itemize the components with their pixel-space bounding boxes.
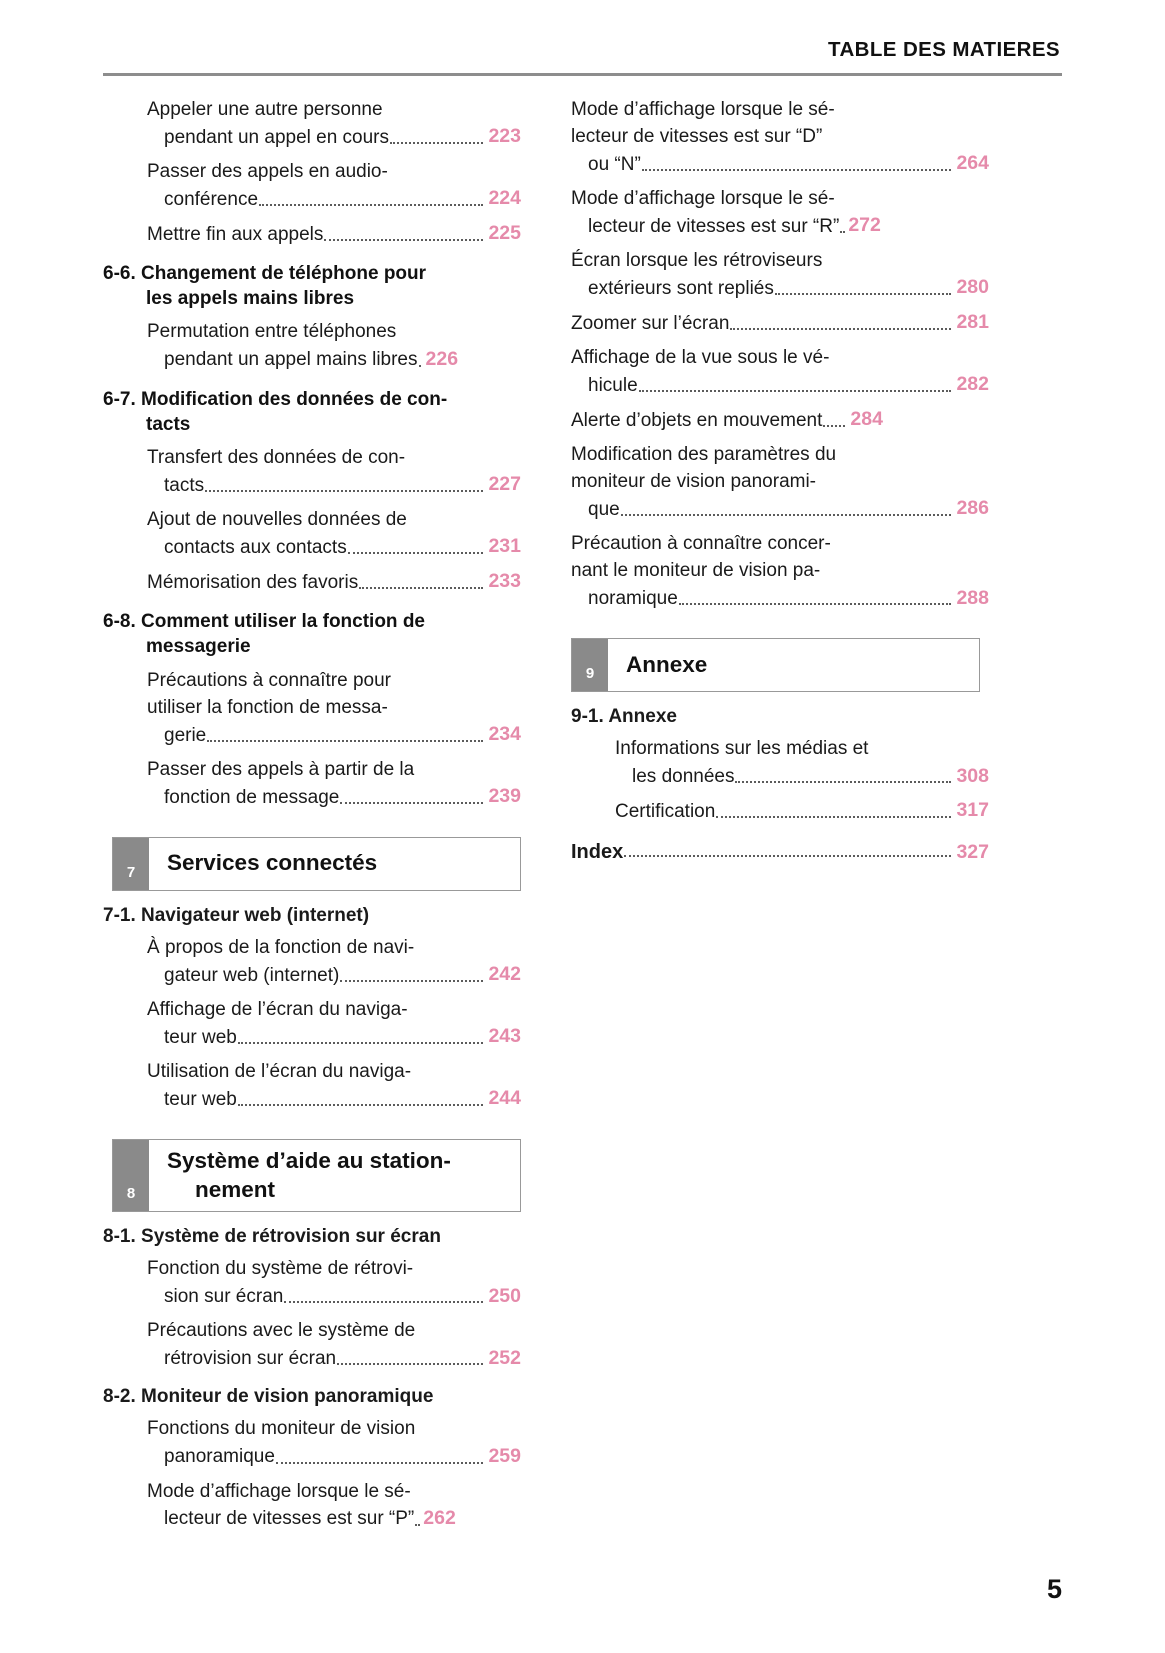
entry-line: Permutation entre téléphones: [147, 321, 397, 343]
entry-page[interactable]: 244: [488, 1086, 521, 1109]
entry-line: Certification: [615, 801, 716, 823]
entry-line: Passer des appels à partir de la: [147, 758, 415, 780]
entry-line: Utilisation de l’écran du naviga-: [147, 1060, 412, 1082]
entry-page[interactable]: 227: [488, 473, 521, 496]
section-title-line: Système d’aide au station-: [167, 1147, 451, 1173]
toc-entry[interactable]: [103, 220, 521, 248]
entry-line: gateur web (internet): [164, 964, 340, 986]
entry-line: Ajout de nouvelles données de: [147, 509, 407, 531]
entry-line: Mode d’affichage lorsque le sé-: [147, 1480, 411, 1502]
entry-line: Fonctions du moniteur de vision: [147, 1418, 416, 1440]
entry-line: teur web: [164, 1026, 237, 1048]
subheading-line: 6-6. Changement de téléphone pour: [103, 262, 427, 284]
leader-dots: [419, 364, 421, 367]
toc-subheading-9-1[interactable]: 9-1. Annexe: [571, 706, 677, 728]
section-title: Annexe: [626, 652, 708, 677]
section-title-line: nement: [195, 1176, 276, 1202]
entry-line: Affichage de l’écran du naviga-: [147, 998, 408, 1020]
entry-line: pendant un appel en cours: [164, 126, 390, 148]
entry-line: Mode d’affichage lorsque le sé-: [571, 99, 835, 120]
toc-subheading-7-1[interactable]: 7-1. Navigateur web (internet): [103, 904, 370, 926]
entry-line: nant le moniteur de vision pa-: [571, 560, 821, 582]
toc-entry[interactable]: [571, 96, 989, 178]
leader-dots: [639, 389, 952, 392]
entry-line: contacts aux contacts: [164, 536, 347, 558]
toc-subheading-6-7[interactable]: [103, 387, 521, 438]
toc-entry[interactable]: [103, 96, 521, 151]
leader-dots: [205, 489, 483, 492]
leader-dots: [642, 168, 952, 171]
entry-page[interactable]: 280: [956, 276, 989, 299]
toc-entry[interactable]: [571, 309, 989, 337]
entry-line: lecteur de vitesses est sur “P”: [164, 1508, 415, 1530]
entry-line: les données: [632, 766, 735, 788]
toc-entry[interactable]: [571, 344, 989, 399]
toc-entry[interactable]: [103, 568, 521, 596]
subheading-line: 6-7. Modification des données de con-: [103, 388, 448, 410]
header-divider: [103, 73, 1062, 76]
section-title: [149, 1140, 520, 1212]
entry-line: gerie: [164, 724, 207, 746]
page-header: [103, 38, 1062, 62]
leader-dots: [730, 327, 951, 330]
toc-entry[interactable]: [103, 1255, 521, 1310]
entry-line: tacts: [164, 474, 205, 496]
subheading-line: les appels mains libres: [146, 288, 355, 310]
entry-line: Mode d’affichage lorsque le sé-: [571, 188, 835, 210]
leader-dots: [390, 141, 483, 144]
toc-entry[interactable]: [103, 1058, 521, 1113]
entry-line: Transfert des données de con-: [147, 447, 406, 469]
entry-page[interactable]: 272: [848, 214, 881, 237]
leader-dots: [340, 979, 483, 982]
leader-dots: [238, 1103, 484, 1106]
toc-entry[interactable]: [103, 444, 521, 499]
leader-dots: [621, 513, 952, 516]
leader-dots: [276, 1461, 484, 1464]
entry-page[interactable]: 288: [956, 586, 989, 609]
entry-page[interactable]: 225: [488, 222, 521, 245]
subheading-line: 6-8. Comment utiliser la fonction de: [103, 610, 425, 632]
section-banner-8[interactable]: [112, 1139, 521, 1213]
leader-dots: [207, 739, 483, 742]
entry-line: ou “N”: [588, 154, 641, 176]
entry-page[interactable]: 226: [425, 347, 459, 370]
leader-dots: [238, 1041, 484, 1044]
entry-line: Informations sur les médias et: [615, 738, 869, 760]
entry-page[interactable]: 250: [488, 1284, 521, 1307]
entry-line: Précautions à connaître pour: [147, 669, 391, 691]
toc-columns: [103, 96, 1062, 1540]
leader-dots: [284, 1300, 483, 1303]
section-banner-9[interactable]: [571, 638, 980, 692]
section-title: Services connectés: [167, 850, 378, 876]
entry-line: panoramique: [164, 1446, 275, 1468]
entry-line: Précautions avec le système de: [147, 1320, 416, 1342]
toc-entry[interactable]: [103, 934, 521, 989]
leader-dots: [716, 815, 951, 818]
entry-line: Alerte d’objets en mouvement: [571, 409, 823, 431]
entry-page[interactable]: 264: [956, 152, 989, 175]
toc-subheading-6-8[interactable]: [103, 609, 521, 660]
entry-line: Mettre fin aux appels: [147, 223, 324, 245]
entry-page[interactable]: 259: [488, 1444, 521, 1467]
entry-line: que: [588, 499, 620, 521]
leader-dots: [359, 586, 483, 589]
entry-line: Fonction du système de rétrovi-: [147, 1258, 414, 1280]
toc-entry[interactable]: [571, 185, 989, 240]
toc-entry[interactable]: [103, 667, 521, 749]
entry-line: Précaution à connaître concer-: [571, 533, 831, 555]
entry-line: utiliser la fonction de messa-: [147, 696, 388, 718]
header-title: TABLE DES MATIERES: [828, 38, 1060, 61]
entry-line: rétrovision sur écran: [164, 1348, 337, 1370]
toc-entry[interactable]: [571, 441, 989, 523]
entry-page[interactable]: 308: [956, 764, 989, 787]
section-banner-7[interactable]: [112, 837, 521, 891]
entry-line: teur web: [164, 1088, 237, 1110]
entry-page[interactable]: 223: [488, 125, 521, 148]
entry-line: lecteur de vitesses est sur “R”: [588, 216, 840, 238]
leader-dots: [348, 551, 484, 554]
section-number: 8: [113, 1140, 149, 1212]
entry-page[interactable]: 224: [488, 187, 521, 210]
leader-dots: [415, 1523, 418, 1526]
entry-line: noramique: [588, 588, 678, 610]
toc-left-column: [103, 96, 521, 1540]
toc-entry[interactable]: [103, 756, 521, 811]
entry-page[interactable]: 282: [956, 373, 989, 396]
toc-entry[interactable]: [103, 996, 521, 1051]
leader-dots: [324, 238, 483, 241]
toc-entry[interactable]: [103, 1415, 521, 1470]
entry-line: hicule: [588, 375, 638, 396]
leader-dots: [624, 854, 951, 857]
page-number: 5: [1046, 1574, 1062, 1604]
entry-line: sion sur écran: [164, 1286, 284, 1308]
entry-page[interactable]: 242: [488, 962, 521, 985]
subheading-line: tacts: [146, 413, 191, 435]
entry-line: Modification des paramètres du: [571, 444, 837, 466]
section-number: 7: [113, 838, 149, 890]
toc-subheading-6-6[interactable]: [103, 261, 521, 312]
leader-dots: [679, 602, 952, 605]
toc-entry[interactable]: [103, 318, 521, 373]
entry-page[interactable]: 327: [956, 841, 989, 864]
entry-page[interactable]: 284: [850, 408, 883, 431]
entry-line: conférence: [164, 188, 259, 210]
entry-line: pendant un appel mains libres: [164, 349, 418, 371]
entry-page[interactable]: 286: [956, 497, 989, 520]
section-number: 9: [572, 639, 608, 691]
entry-line: moniteur de vision panorami-: [571, 471, 817, 493]
toc-entry[interactable]: [103, 1317, 521, 1372]
toc-entry[interactable]: [103, 1478, 521, 1533]
entry-page[interactable]: 252: [488, 1346, 521, 1369]
toc-entry[interactable]: [571, 735, 989, 790]
leader-dots: [259, 203, 483, 206]
entry-line: Appeler une autre personne: [147, 99, 383, 120]
entry-page[interactable]: 233: [488, 570, 521, 593]
toc-entry[interactable]: [103, 158, 521, 213]
entry-line: Affichage de la vue sous le vé-: [571, 347, 830, 369]
toc-right-column: [571, 96, 989, 1540]
entry-page[interactable]: 239: [488, 784, 521, 807]
toc-subheading-8-1[interactable]: 8-1. Système de rétrovision sur écran: [103, 1226, 441, 1248]
entry-line: fonction de message: [164, 786, 340, 808]
entry-line: Écran lorsque les rétroviseurs: [571, 250, 823, 272]
subheading-line: messagerie: [146, 636, 251, 658]
toc-entry[interactable]: [103, 506, 521, 561]
toc-entry[interactable]: [571, 797, 989, 825]
entry-page[interactable]: 281: [956, 311, 989, 334]
entry-page[interactable]: 243: [488, 1024, 521, 1047]
leader-dots: [775, 292, 952, 295]
toc-entry[interactable]: [571, 247, 989, 302]
entry-line: Mémorisation des favoris: [147, 571, 359, 593]
entry-line: Zoomer sur l’écran: [571, 312, 730, 334]
entry-line: À propos de la fonction de navi-: [147, 936, 415, 958]
entry-page[interactable]: 231: [488, 535, 521, 558]
entry-line: extérieurs sont repliés: [588, 278, 774, 300]
entry-line: lecteur de vitesses est sur “D”: [571, 126, 823, 148]
entry-page[interactable]: 317: [956, 799, 989, 822]
leader-dots: [337, 1362, 483, 1365]
entry-page[interactable]: 262: [423, 1506, 456, 1529]
entry-page[interactable]: 234: [488, 722, 521, 745]
entry-line: Passer des appels en audio-: [147, 161, 388, 183]
toc-entry[interactable]: [571, 530, 989, 612]
toc-subheading-8-2[interactable]: 8-2. Moniteur de vision panoramique: [103, 1386, 434, 1408]
leader-dots: [340, 801, 483, 804]
leader-dots: [823, 424, 845, 427]
leader-dots: [735, 780, 951, 783]
leader-dots: [840, 230, 843, 233]
toc-index-row[interactable]: [571, 841, 989, 864]
toc-entry[interactable]: [571, 406, 989, 434]
index-label: Index: [571, 841, 624, 864]
